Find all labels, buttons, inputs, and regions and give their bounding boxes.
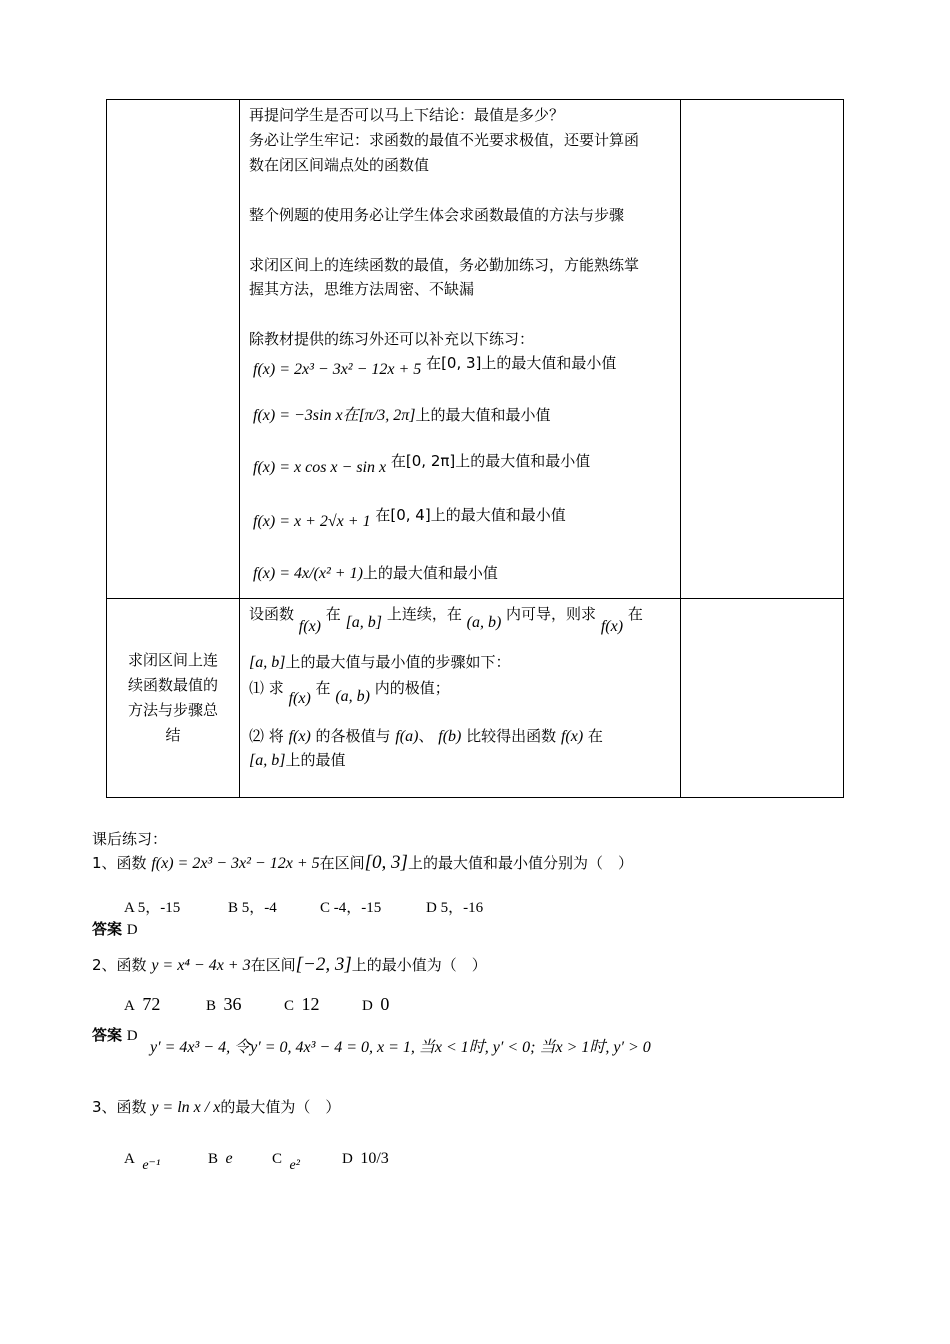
option: C e²	[272, 1151, 300, 1173]
exercise-tail: 上的最大值和最小值	[455, 452, 591, 470]
option: C -4，-15	[320, 900, 382, 916]
exercise-item	[253, 452, 591, 477]
option: C 12	[284, 994, 320, 1014]
exercise-item	[253, 402, 551, 425]
paragraph-line: 求闭区间上的连续函数的最值，务必勤加练习，方能熟练掌	[249, 256, 640, 274]
formula: f(x) = x + 2√x + 1	[253, 513, 371, 530]
option: D 0	[362, 994, 390, 1014]
paragraph-line: 务必让学生牢记：求函数的最值不光要求极值，还要计算函	[249, 131, 640, 149]
exercise-tail: 上的最大值和最小值	[430, 506, 566, 524]
section-title: 求闭区间上连 续函数最值的 方法与步骤总 结	[127, 651, 218, 744]
paragraph-line: 再提问学生是否可以马上下结论：最值是多少？	[249, 106, 565, 124]
table-cell-empty	[681, 599, 844, 798]
table-row	[107, 100, 844, 599]
steps-line: 设函数 f(x) 在 [a, b] 上连续，在 (a, b) 内可导，则求 f(x) 在	[249, 605, 643, 635]
interval: 在[0, 3]	[426, 354, 482, 372]
interval: 在[0, 2π]	[390, 452, 456, 470]
exercise-tail: 上的最大值和最小值	[481, 354, 617, 372]
exercise-tail: 上的最大值和最小值	[362, 564, 498, 582]
question-3: 3、函数 y = ln x / x的最大值为（ ）	[92, 1098, 341, 1116]
option: B 5，-4	[228, 900, 277, 916]
exercise-item	[253, 562, 498, 583]
table-cell-content	[240, 100, 681, 599]
option: B 36	[206, 994, 242, 1014]
paragraph-line: 除教材提供的练习外还可以补充以下练习：	[249, 330, 535, 348]
formula: f(x) = 2x³ − 3x² − 12x + 5	[253, 361, 422, 378]
step-2: ⑵ 将 f(x) 的各极值与 f(a)、 f(b) 比较得出函数 f(x) 在	[249, 727, 603, 745]
question-2-options	[124, 994, 389, 1015]
paragraph-line: 整个例题的使用务必让学生体会求函数最值的方法与步骤	[249, 206, 625, 224]
option: D 5，-16	[426, 900, 484, 916]
exercise-item	[253, 354, 617, 379]
exercise-item	[253, 506, 566, 531]
option: B e	[208, 1150, 233, 1167]
paragraph-line: 数在闭区间端点处的函数值	[249, 156, 430, 174]
formula: f(x) = 4x/(x² + 1)	[253, 565, 363, 582]
paragraph-line: 握其方法，思维方法周密、不缺漏	[249, 280, 475, 298]
answer-1: 答案 D	[92, 920, 138, 938]
answer-2-solution: y′ = 4x³ − 4, 令y′ = 0, 4x³ − 4 = 0, x = 1, 当x < 1时, y′ < 0; 当x > 1时, y′ > 0	[150, 1039, 651, 1056]
step-1: ⑴ 求 f(x) 在 (a, b) 内的极值；	[249, 679, 450, 707]
formula: f(x) = −3sin x	[253, 407, 343, 424]
table-cell-steps	[240, 599, 681, 798]
steps-line: [a, b]上的最值	[249, 751, 346, 769]
option: A e⁻¹	[124, 1151, 161, 1173]
formula: f(x) = x cos x − sin x	[253, 459, 387, 476]
question-2: 2、函数 y = x⁴ − 4x + 3在区间[−2, 3]上的最小值为（ ）	[92, 954, 487, 975]
interval: 在[π/3, 2π]	[342, 407, 416, 424]
table-cell-title	[107, 599, 240, 798]
steps-line: [a, b]上的最大值与最小值的步骤如下：	[249, 653, 511, 671]
table-row	[107, 599, 844, 798]
question-1-options	[124, 896, 483, 917]
answer-2: 答案 D	[92, 1026, 138, 1044]
question-3-options	[124, 1150, 389, 1173]
table-cell-empty	[681, 100, 844, 599]
exercise-tail: 上的最大值和最小值	[415, 406, 551, 424]
question-1: 1、函数 f(x) = 2x³ − 3x² − 12x + 5在区间[0, 3]上的最大值和最小值分别为（ ）	[92, 852, 633, 873]
homework-heading: 课后练习：	[92, 830, 168, 848]
interval: 在[0, 4]	[375, 506, 431, 524]
option: A 72	[124, 994, 161, 1014]
option: A 5，-15	[124, 900, 181, 916]
table-cell-empty	[107, 100, 240, 599]
option: D 10/3	[342, 1150, 389, 1167]
lesson-table	[106, 99, 844, 798]
